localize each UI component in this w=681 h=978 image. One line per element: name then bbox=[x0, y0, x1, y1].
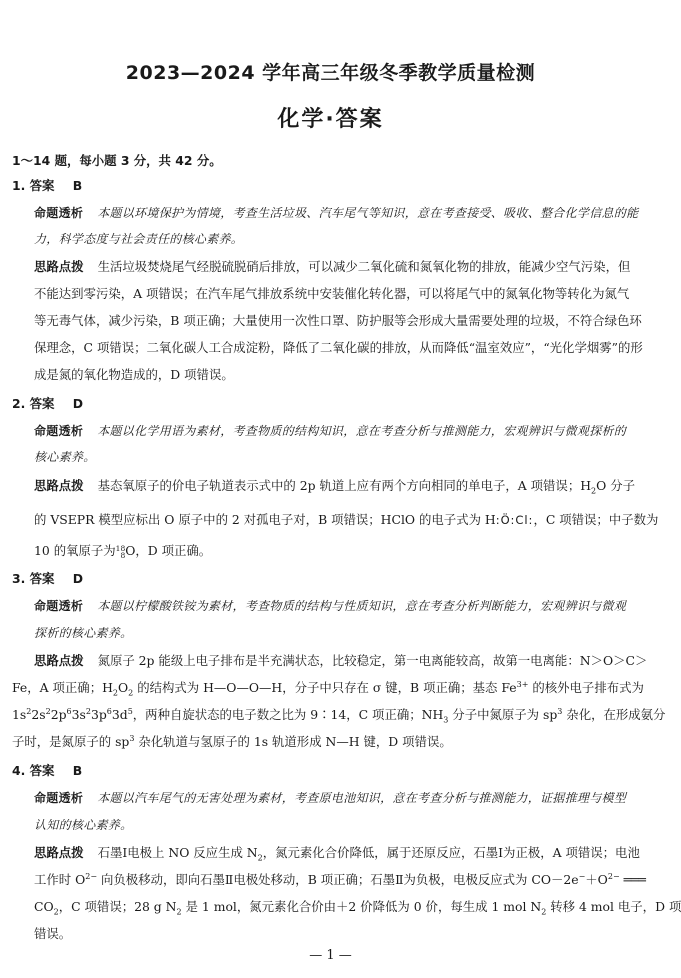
q2-answer-label: 答案 bbox=[29, 396, 55, 411]
q2-analysis-line: 本题以化学用语为素材，考查物质的结构知识，意在考查分析与推测能力，宏观辨识与微观探析的 bbox=[97, 424, 627, 438]
orbital-term: 1s bbox=[12, 707, 27, 722]
q4-analysis-label: 命题透析 bbox=[34, 791, 84, 805]
q1-hint-line: 生活垃圾焚烧尾气经脱硫脱硝后排放，可以减少二氧化硫和氮氧化物的排放，能减少空气污染，但 bbox=[97, 259, 631, 274]
q1-analysis-line: 力，科学态度与社会责任的核心素养。 bbox=[34, 232, 244, 246]
q1-hint-label: 思路点拨 bbox=[34, 259, 84, 274]
q1-answer: B bbox=[72, 178, 83, 193]
q3-number: 3. bbox=[12, 571, 26, 586]
q2-analysis-label: 命题透析 bbox=[34, 424, 84, 438]
q4-hint-label: 思路点拨 bbox=[34, 845, 84, 860]
q3-answer: D bbox=[72, 571, 84, 586]
q4-hint: 思路点拨 石墨Ⅰ电极上 NO 反应生成 $N_2$，氮元素化合价降低，属于还原反应，石墨Ⅰ为正极，A 项错误；电池 bbox=[34, 845, 640, 863]
q3-analysis-line: 探析的核心素养。 bbox=[34, 626, 133, 640]
q3-header bbox=[12, 571, 83, 587]
q1-hint-line: 等无毒气体，减少污染，B 项正确；大量使用一次性口罩、防护服等会形成大量需要处理的垃圾，不符合绿色环 bbox=[34, 313, 642, 328]
orbital-term: 3s bbox=[71, 707, 86, 722]
q4-number: 4. bbox=[12, 763, 26, 778]
q1-number: 1. bbox=[12, 178, 26, 193]
q2-hint-label: 思路点拨 bbox=[34, 478, 84, 493]
orbital-term: 2s bbox=[31, 707, 46, 722]
q4-analysis-line: 认知的核心素养。 bbox=[34, 818, 133, 832]
orbital-term: 2p bbox=[50, 707, 67, 722]
section-intro: 1～14 题，每小题 3 分，共 42 分。 bbox=[12, 153, 222, 168]
q1-answer-label: 答案 bbox=[29, 178, 55, 193]
q4-hint-line: 工作时 $O^{2-}$ 向负极移动，即向石墨Ⅱ电极处移动，B 项正确；石墨Ⅱ为负极，电极反应式为 $CO-2e^-+O^{2-}$ ═══ bbox=[34, 871, 646, 887]
orbital-term: 3d bbox=[111, 707, 128, 722]
q2-hint: 思路点拨 基态氧原子的价电子轨道表示式中的 2p 轨道上应有两个方向相同的单电子，A 项错误；$H_2O$ 分子 bbox=[34, 478, 635, 496]
q4-analysis bbox=[34, 790, 626, 806]
q2-analysis bbox=[34, 423, 626, 439]
orbital-electron-count: 2 bbox=[45, 706, 51, 716]
exam-title: 2023—2024 学年高三年级冬季教学质量检测 bbox=[125, 62, 536, 84]
q3-hint: 思路点拨 氮原子 2p 能级上电子排布是半充满状态，比较稳定，第一电离能较高，故第一电离能：N＞O＞C＞ bbox=[34, 653, 648, 668]
orbital-electron-count: 5 bbox=[127, 706, 133, 716]
q3-hint-label: 思路点拨 bbox=[34, 653, 84, 668]
orbital-term: 3p bbox=[90, 707, 107, 722]
q1-hint bbox=[34, 259, 630, 275]
page-number: — 1 — bbox=[309, 948, 352, 963]
q2-number: 2. bbox=[12, 396, 26, 411]
q1-analysis bbox=[34, 205, 638, 221]
q3-hint-line: 子时，是氮原子的 $sp^3$ 杂化轨道与氢原子的 1s 轨道形成 N—H 键，D 项错误。 bbox=[12, 733, 452, 749]
q1-analysis-line: 本题以环境保护为情境，考查生活垃圾、汽车尾气等知识，意在考查接受、吸收、整合化学信息的能 bbox=[97, 206, 639, 220]
q1-hint-line: 保理念，C 项错误；二氧化碳人工合成淀粉，降低了二氧化碳的排放，从而降低“温室效应”，“光化学烟雾”的形 bbox=[34, 340, 643, 355]
q4-hint-line: 错误。 bbox=[34, 926, 72, 941]
q3-analysis-line: 本题以柠檬酸铁铵为素材，考查物质的结构与性质知识，意在考查分析判断能力，宏观辨识与微观 bbox=[97, 599, 627, 613]
q2-header bbox=[12, 396, 83, 412]
q4-answer: B bbox=[72, 763, 83, 778]
q1-hint-line: 成是氮的氧化物造成的，D 项错误。 bbox=[34, 367, 234, 382]
q3-hint-line: $1s^22s^22p^63s^23p^63d^5$，两种自旋状态的电子数之比为 9∶14，C 项正确；$NH_3$ 分子中氮原子为 $sp^3$ 杂化，在形成氨分 bbox=[12, 706, 666, 725]
exam-subtitle: 化学·答案 bbox=[277, 107, 384, 132]
q1-header bbox=[12, 178, 82, 194]
q1-analysis-label: 命题透析 bbox=[34, 206, 84, 220]
q2-hint-line: 10 的氧原子为 18 8 O，D 项正确。 bbox=[34, 543, 212, 560]
hclo-lewis-structure: :Ö:Cl: bbox=[495, 513, 534, 527]
q3-analysis-label: 命题透析 bbox=[34, 599, 84, 613]
q4-header bbox=[12, 763, 82, 779]
orbital-electron-count: 2 bbox=[85, 706, 91, 716]
q4-answer-label: 答案 bbox=[29, 763, 55, 778]
q3-analysis bbox=[34, 598, 626, 614]
q2-answer: D bbox=[72, 396, 84, 411]
orbital-electron-count: 6 bbox=[106, 706, 112, 716]
q4-analysis-line: 本题以汽车尾气的无害处理为素材，考查原电池知识，意在考查分析与推测能力，证据推理与模型 bbox=[97, 791, 627, 805]
q2-analysis-line: 核心素养。 bbox=[34, 450, 96, 464]
orbital-electron-count: 6 bbox=[66, 706, 72, 716]
q1-hint-line: 不能达到零污染，A 项错误；在汽车尾气排放系统中安装催化转化器，可以将尾气中的氮氧化物等转化为氮气 bbox=[34, 286, 630, 301]
orbital-electron-count: 2 bbox=[26, 706, 32, 716]
q2-hint-line: 的 VSEPR 模型应标出 O 原子中的 2 对孤电子对，B 项错误；HClO 的电子式为 H:Ö:Cl:，C 项错误；中子数为 bbox=[34, 512, 659, 527]
electron-configuration bbox=[12, 707, 133, 722]
q4-hint-line: $CO_2$，C 项错误；28 g $N_2$ 是 1 mol，氮元素化合价由＋2 价降低为 0 价，每生成 1 mol $N_2$ 转移 4 mol 电子，D 项 bbox=[34, 899, 681, 917]
q3-hint-line: Fe，A 项正确；$H_2O_2$ 的结构式为 H—O—O—H，分子中只存在 σ 键，B 项正确；基态 $Fe^{3+}$ 的核外电子排布式为 bbox=[12, 679, 644, 698]
isotope-notation: 18 8 bbox=[115, 544, 126, 560]
q3-answer-label: 答案 bbox=[29, 571, 55, 586]
